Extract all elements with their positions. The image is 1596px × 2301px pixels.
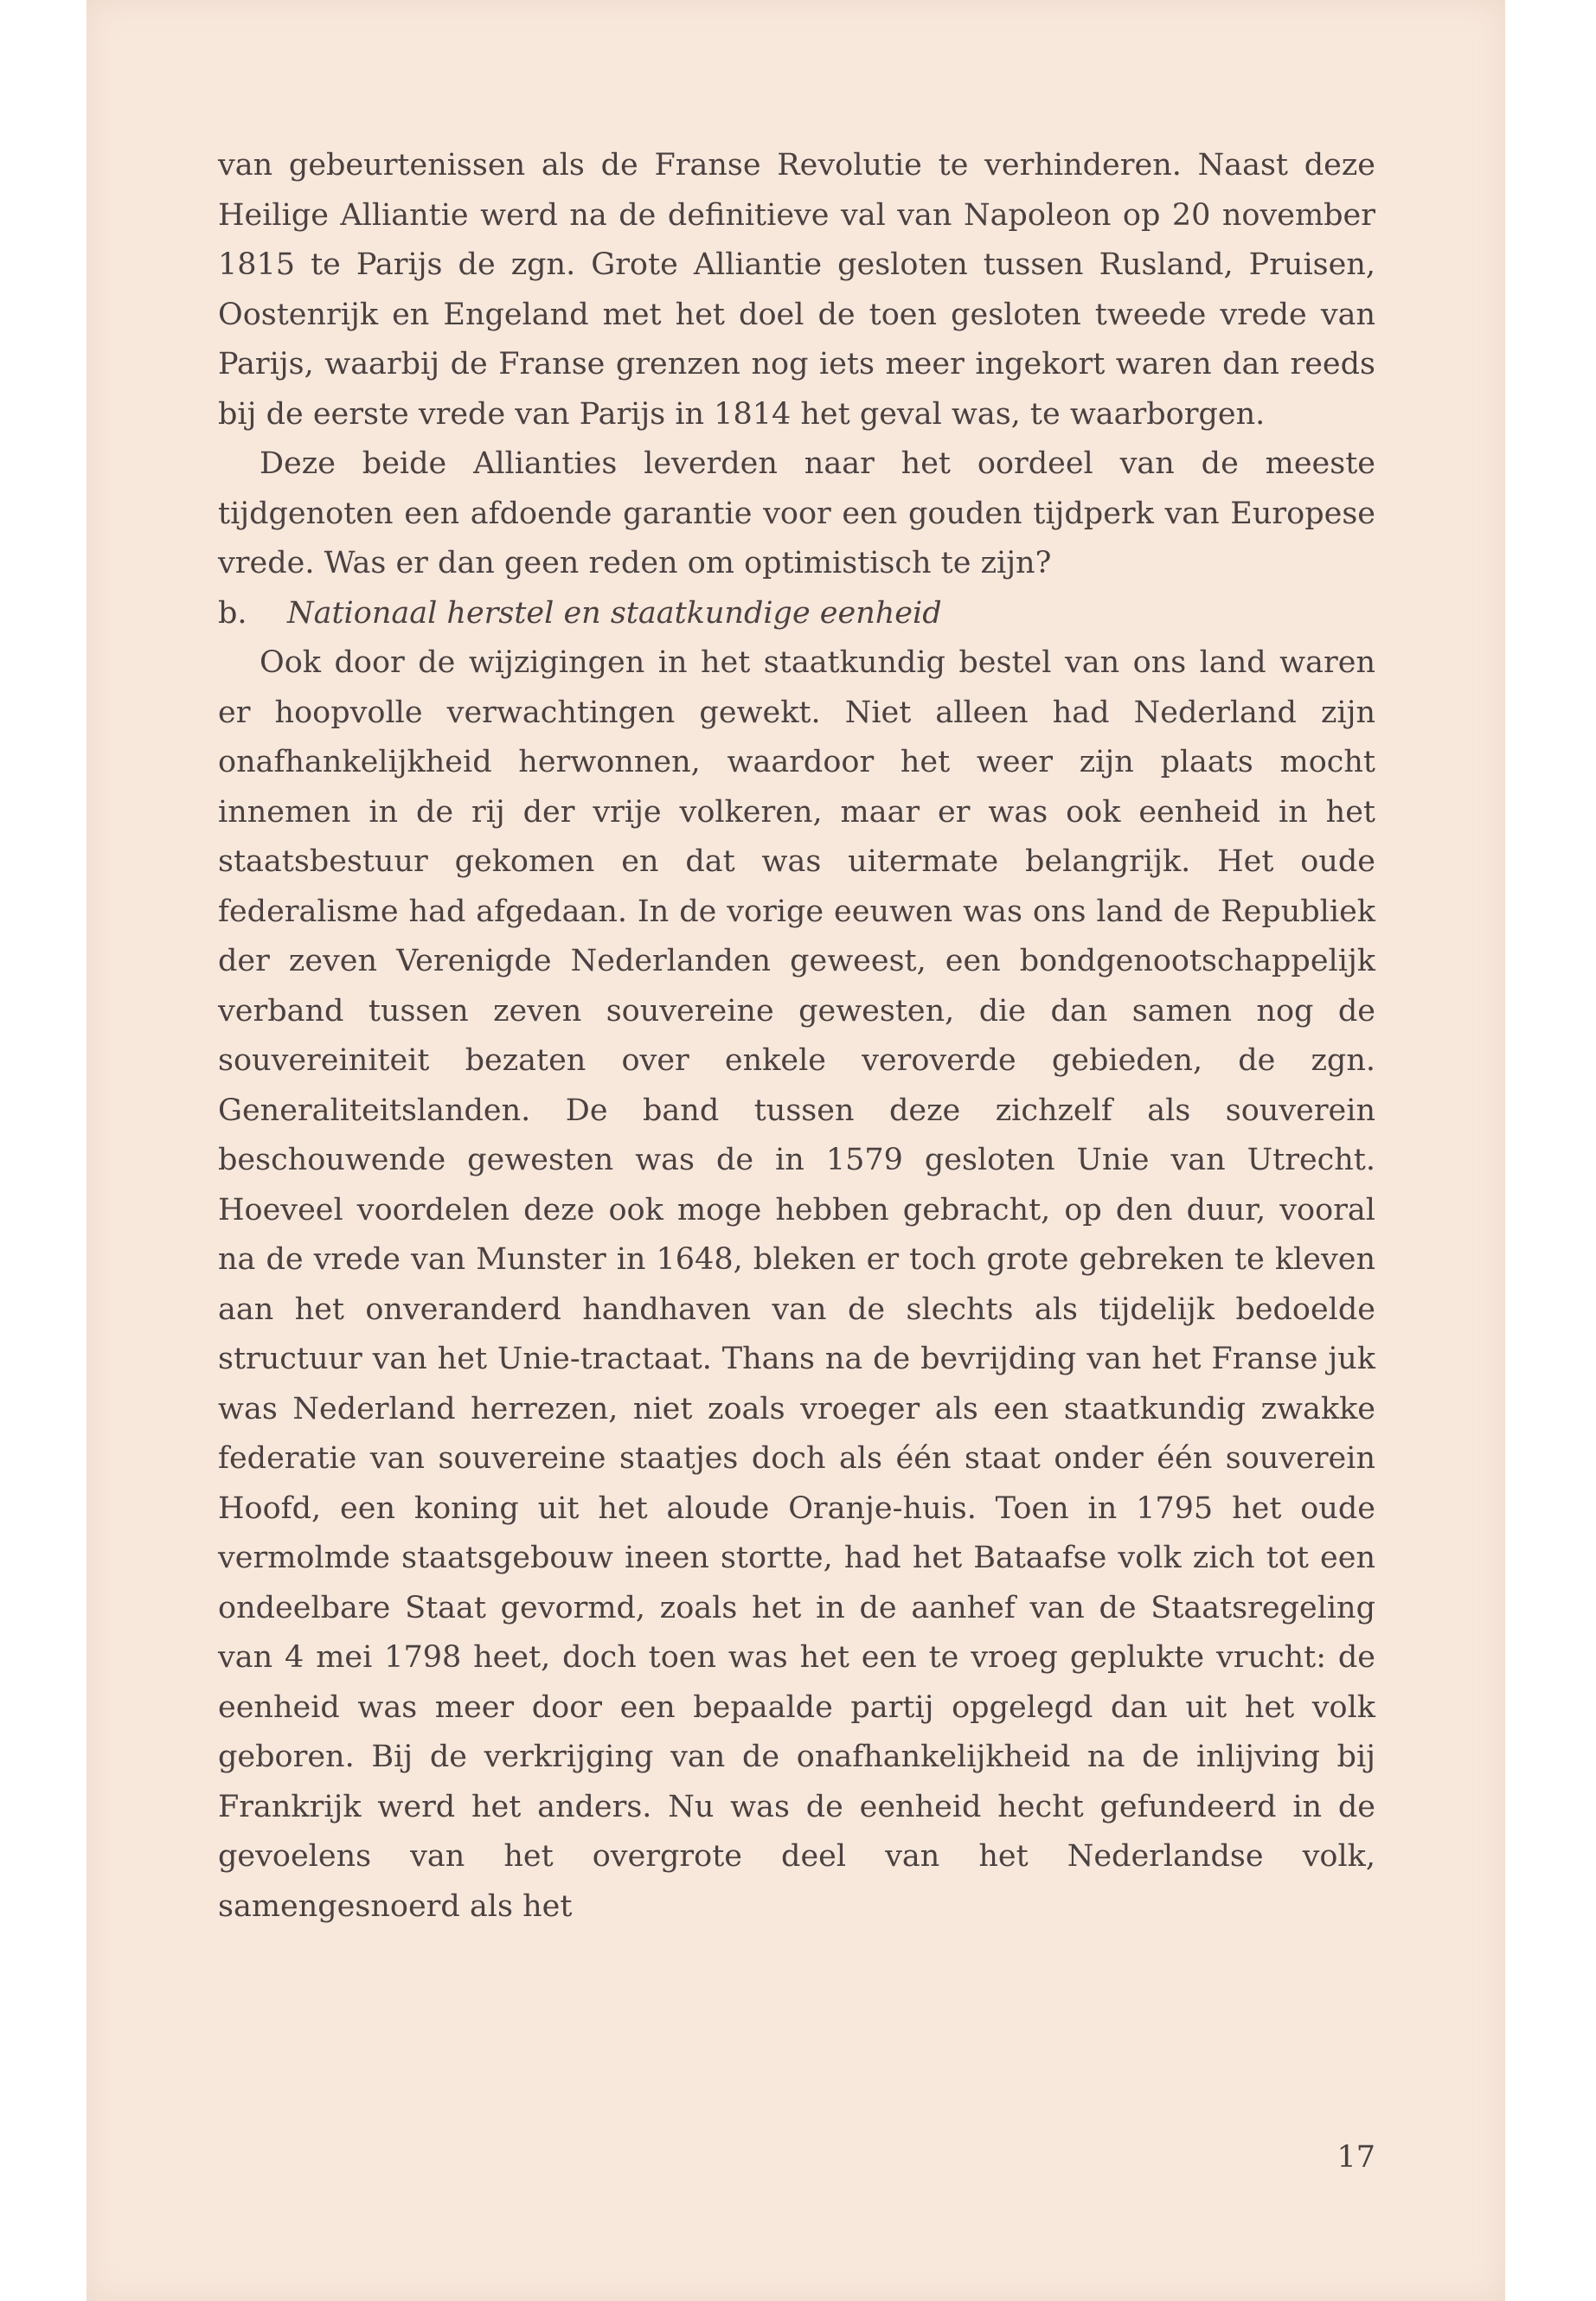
book-page	[87, 0, 1505, 2301]
section-title: Nationaal herstel en staatkundige eenheid	[287, 595, 942, 631]
paragraph-3: Ook door de wijzigingen in het staatkundig bestel van ons land waren er hoopvolle verwachtingen gewekt. Niet alleen had Nederland zijn onafhankelijkheid herwonnen, waardoor het weer zijn plaats mocht innemen in de rij der vrije volkeren, maar er was ook eenheid in het staatsbestuur gekomen en dat was uitermate belangrijk. Het oude federalisme had afgedaan. In de vorige eeuwen was ons land de Republiek der zeven Verenigde Nederlanden geweest, een bondgenootschappelijk verband tussen zeven souvereine gewesten, die dan samen nog de souvereiniteit bezaten over enkele veroverde gebieden, de zgn. Generaliteitslanden. De band tussen deze zichzelf als souverein beschouwende gewesten was de in 1579 gesloten Unie van Utrecht. Hoeveel voordelen deze ook moge hebben gebracht, op den duur, vooral na de vrede van Munster in 1648, bleken er toch grote gebreken te kleven aan het onveranderd handhaven van de slechts als tijdelijk bedoelde structuur van het Unie-tractaat. Thans na de bevrijding van het Franse juk was Nederland herrezen, niet zoals vroeger als een staatkundig zwakke federatie van souvereine staatjes doch als één staat onder één souverein Hoofd, een koning uit het aloude Oranje-huis. Toen in 1795 het oude vermolmde staatsgebouw ineen stortte, had het Bataafse volk zich tot een ondeelbare Staat gevormd, zoals het in de aanhef van de Staatsregeling van 4 mei 1798 heet, doch toen was het een te vroeg geplukte vrucht: de eenheid was meer door een bepaalde partij opgelegd dan uit het volk geboren. Bij de verkrijging van de onafhankelijkheid na de inlijving bij Frankrijk werd het anders. Nu was de eenheid hecht gefundeerd in de gevoelens van het overgrote deel van het Nederlandse volk, samengesnoerd als het	[218, 645, 1375, 1924]
page-number: 17	[1336, 2140, 1375, 2175]
paragraph-2: Deze beide Allianties leverden naar het oordeel van de meeste tijdgenoten een afdoende garantie voor een gouden tijdperk van Europese vrede. Was er dan geen reden om optimistisch te zijn?	[218, 446, 1375, 580]
section-label: b.	[218, 595, 247, 631]
paragraph-1: van gebeurtenissen als de Franse Revolutie te verhinderen. Naast deze Heilige Alliantie werd na de definitieve val van Napoleon op 20 november 1815 te Parijs de zgn. Grote Alliantie gesloten tussen Rusland, Pruisen, Oostenrijk en Engeland met het doel de toen gesloten tweede vrede van Parijs, waarbij de Franse grenzen nog iets meer ingekort waren dan reeds bij de eerste vrede van Parijs in 1814 het geval was, te waarborgen.	[218, 148, 1375, 432]
section-heading	[218, 589, 1375, 639]
body-text	[218, 141, 1375, 1932]
